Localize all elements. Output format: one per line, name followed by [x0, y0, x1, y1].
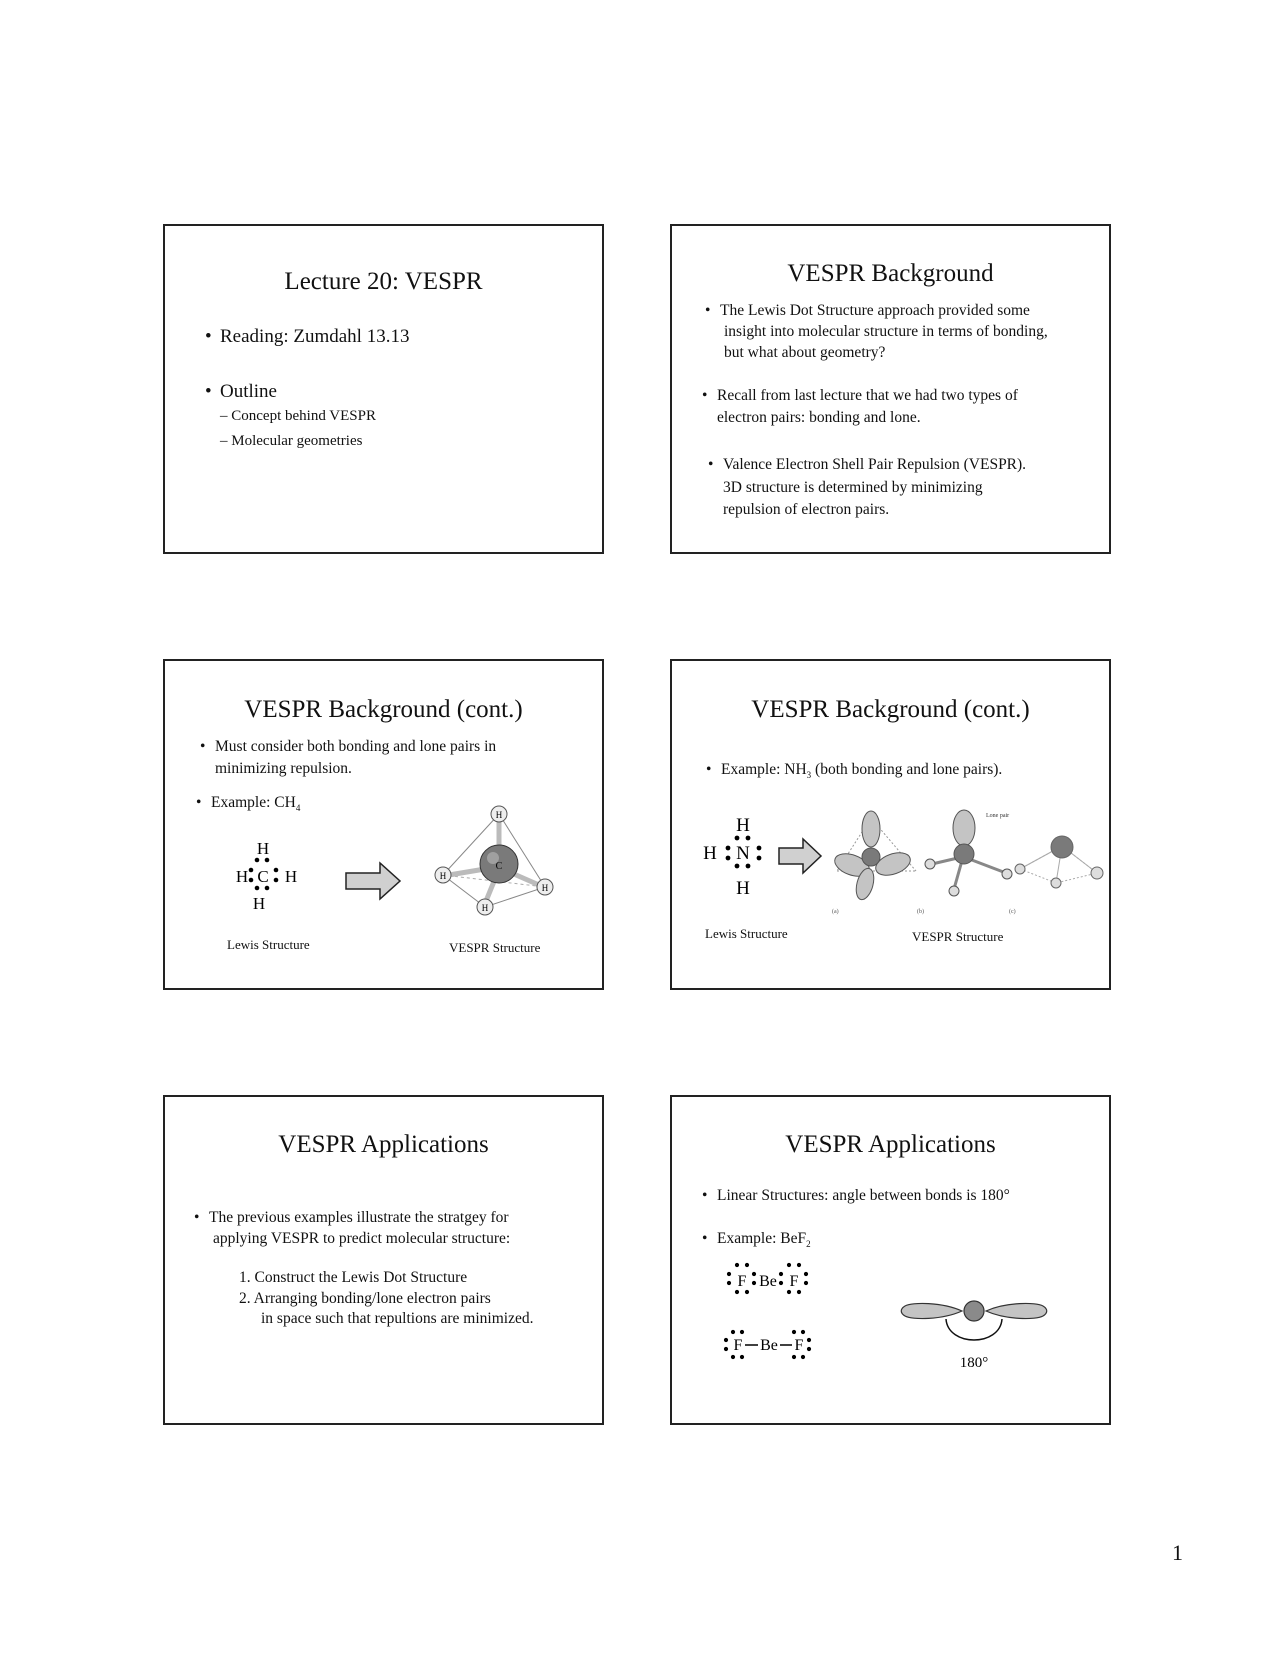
panel-label: (b): [917, 909, 924, 915]
lewis-caption: Lewis Structure: [705, 926, 788, 941]
outline-bullet: • Outline: [220, 381, 277, 403]
outline-item: – Concept behind VESPR: [220, 408, 376, 424]
bullet-line: electron pairs: bonding and lone.: [717, 409, 921, 426]
step-item: in space such that repultions are minimized.: [261, 1310, 534, 1327]
example-bullet: • Example: BeF$_2$: [717, 1228, 811, 1255]
step-item: 1. Construct the Lewis Dot Structure: [239, 1269, 468, 1286]
atom-label: F: [789, 1273, 799, 1290]
atom-label: H: [736, 815, 750, 836]
atom-label: C: [257, 867, 269, 886]
slide-background-cont-ch4: [163, 659, 604, 990]
bullet-line: • Must consider both bonding and lone pairs in: [215, 736, 496, 757]
slide-title: Lecture 20: VESPR: [284, 268, 483, 295]
slide-title: VESPR Background (cont.): [751, 696, 1030, 723]
atom-label: H: [235, 867, 249, 886]
vespr-caption: VESPR Structure: [449, 940, 541, 955]
slide-lecture-title: [163, 224, 604, 554]
bullet-line: applying VESPR to predict molecular structure:: [213, 1230, 511, 1247]
arrow-icon: [779, 839, 821, 873]
slide-vespr-applications-1: [163, 1095, 604, 1425]
nh3-bond-model-b: [925, 810, 1012, 896]
slide-title: VESPR Background (cont.): [244, 696, 523, 723]
example-bullet: • Example: $CH_4$: [211, 792, 300, 819]
slide-background-cont-nh3: [670, 659, 1111, 990]
bullet-line: but what about geometry?: [724, 344, 886, 361]
bullet-line: insight into molecular structure in terms of bonding,: [724, 323, 1048, 340]
atom-label: N: [736, 843, 750, 864]
bullet-line: repulsion of electron pairs.: [723, 501, 890, 518]
panel-label: (c): [1009, 909, 1016, 915]
panel-label: (a): [832, 909, 839, 915]
page-number: 1: [1172, 1540, 1183, 1565]
atom-label: Be: [759, 1273, 777, 1290]
angle-label: 180°: [959, 1355, 989, 1371]
atom-label: H: [256, 839, 270, 858]
lone-pair-label: Lone pair: [986, 813, 1010, 819]
bullet-line: • Valence Electron Shell Pair Repulsion (VESPR).: [723, 454, 1026, 475]
svg-text:H: H: [481, 903, 489, 913]
atom-label: F: [737, 1273, 747, 1290]
arrow-icon: [346, 863, 400, 899]
nh3-pyramid-model-c: [1015, 836, 1103, 888]
atom-label: H: [703, 843, 717, 864]
bef2-diagram: [672, 1097, 1109, 1423]
example-bullet: • Example: $NH_3$ (both bonding and lone pairs).: [721, 759, 1002, 786]
svg-text:H: H: [541, 883, 549, 893]
atom-label: H: [284, 867, 298, 886]
reading-bullet: • Reading: Zumdahl 13.13: [220, 326, 409, 348]
outline-item: – Molecular geometries: [220, 433, 363, 449]
slide-title: VESPR Applications: [785, 1131, 996, 1158]
atom-label: F: [794, 1337, 804, 1354]
bullet-line: • Recall from last lecture that we had two types of: [717, 385, 1018, 406]
atom-label: H: [736, 878, 750, 899]
atom-label: H: [252, 894, 266, 913]
ch4-3d-model: [435, 806, 553, 915]
bullet-line: minimizing repulsion.: [215, 760, 352, 777]
bullet-line: • The previous examples illustrate the stratgey for: [209, 1207, 509, 1228]
step-item: 2. Arranging bonding/lone electron pairs: [239, 1290, 491, 1307]
bullet-line: • The Lewis Dot Structure approach provided some: [720, 300, 1030, 321]
slide-title: VESPR Applications: [278, 1131, 489, 1158]
nh3-orbital-model-a: [832, 811, 916, 902]
bef2-linear-model: [901, 1301, 1047, 1340]
slide-vespr-applications-2: [670, 1095, 1111, 1425]
svg-text:C: C: [495, 861, 503, 872]
atom-label: F: [733, 1337, 743, 1354]
vespr-caption: VESPR Structure: [912, 929, 1004, 944]
slide-vespr-background: [670, 224, 1111, 554]
svg-text:H: H: [495, 810, 503, 820]
bullet-line: 3D structure is determined by minimizing: [723, 479, 983, 496]
svg-text:H: H: [439, 871, 447, 881]
slide-title: VESPR Background: [787, 260, 994, 287]
atom-label: Be: [760, 1337, 778, 1354]
lewis-caption: Lewis Structure: [227, 937, 310, 952]
linear-structures-bullet: • Linear Structures: angle between bonds is 180°: [717, 1185, 1010, 1206]
